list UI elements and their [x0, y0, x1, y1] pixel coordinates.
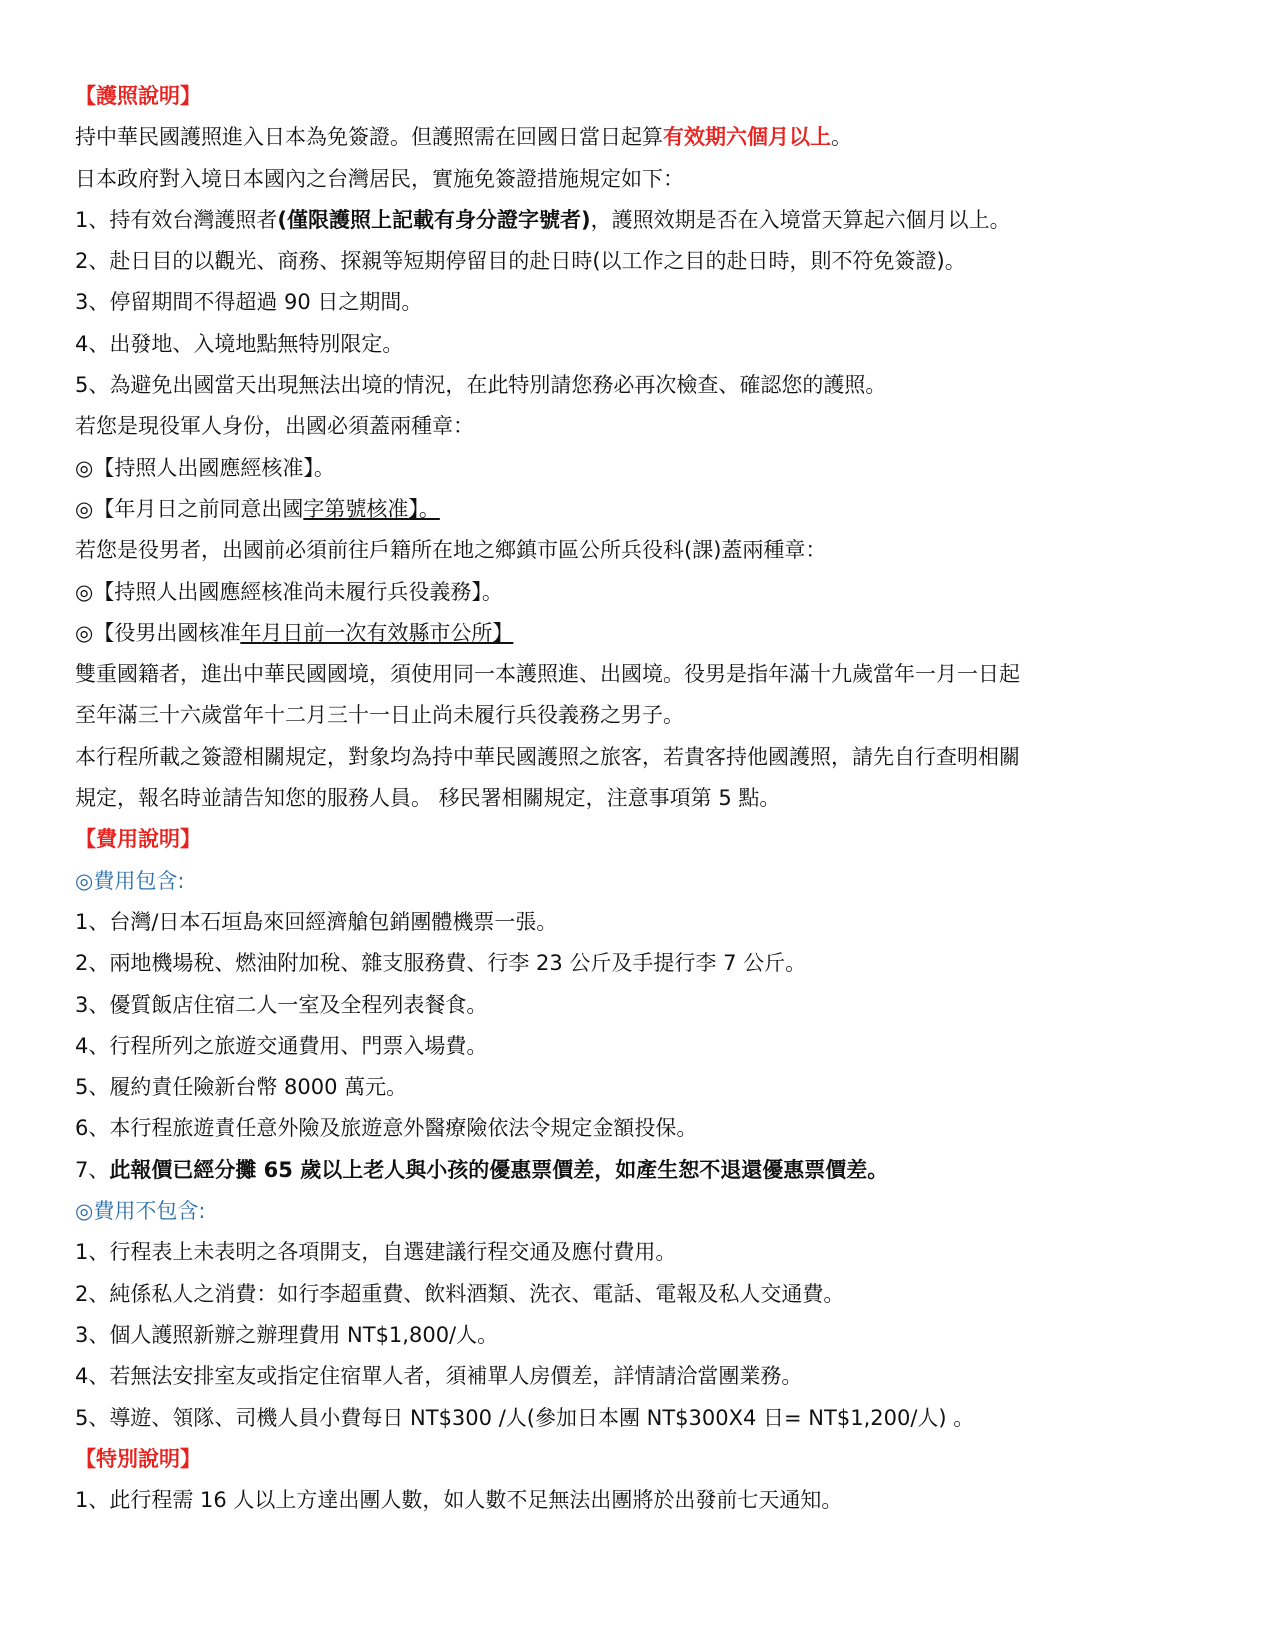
fees-excluded-item: 3、個人護照新辦之辦理費用 NT$1,800/人。 — [75, 1322, 499, 1347]
visa-rule-5: 5、為避免出國當天出現無法出境的情況，在此特別請您務必再次檢查、確認您的護照。 — [75, 373, 887, 398]
visa-rule-4: 4、出發地、入境地點無特別限定。 — [75, 331, 404, 356]
fees-excluded-item: 1、行程表上未表明之各項開支，自選建議行程交通及應付費用。 — [75, 1240, 677, 1265]
visa-rule-3: 3、停留期間不得超過 90 日之期間。 — [75, 290, 423, 315]
passport-validity-highlight: 有效期六個月以上 — [663, 125, 831, 150]
dual-nationality-line-2: 至年滿三十六歲當年十二月三十一日止尚未履行兵役義務之男子。 — [75, 703, 684, 728]
document-content — [75, 76, 1195, 1521]
passport-intro-end: 。 — [831, 125, 852, 150]
fees-heading: 【費用說明】 — [75, 827, 201, 852]
special-heading: 【特別說明】 — [75, 1446, 201, 1471]
special-item: 1、此行程需 16 人以上方達出團人數，如人數不足無法出團將於出發前七天通知。 — [75, 1488, 843, 1513]
military-stamp-2-c: 號核准】。 — [345, 496, 440, 521]
draftee-stamp-2-f: 市公所】 — [429, 620, 514, 645]
visa-note-line-1: 本行程所載之簽證相關規定，對象均為持中華民國護照之旅客，若貴客持他國護照，請先自行查明相關 — [75, 744, 1020, 769]
visa-policy-intro: 日本政府對入境日本國內之台灣居民，實施免簽證措施規定如下： — [75, 166, 684, 191]
draftee-stamp-2-b: 年 — [240, 620, 262, 645]
fees-included-item-7-bold: 此報價已經分攤 65 歲以上老人與小孩的優惠票價差，如產生恕不退還優惠票價差。 — [109, 1157, 889, 1182]
visa-rule-1 — [75, 200, 1195, 241]
fees-excluded-item: 2、純係私人之消費：如行李超重費、飲料酒類、洗衣、電話、電報及私人交通費。 — [75, 1281, 845, 1306]
fees-included-item: 2、兩地機場稅、燃油附加稅、雜支服務費、行李 23 公斤及手提行李 7 公斤。 — [75, 951, 807, 976]
fees-included-item: 3、優質飯店住宿二人一室及全程列表餐食。 — [75, 992, 488, 1017]
fees-included-item: 5、履約責任險新台幣 8000 萬元。 — [75, 1075, 408, 1100]
fees-excluded-label: ◎費用不包含: — [75, 1199, 206, 1224]
draftee-stamp-2-a: ◎【役男出國核准 — [75, 620, 241, 645]
fees-excluded-item: 4、若無法安排室友或指定住宿單人者，須補單人房價差，詳情請洽當團業務。 — [75, 1364, 803, 1389]
military-stamp-2-b: 字第 — [303, 496, 346, 521]
draftee-stamp-2-c: 月 — [261, 620, 283, 645]
fees-included-item: 6、本行程旅遊責任意外險及旅遊意外醫療險依法令規定金額投保。 — [75, 1116, 698, 1141]
passport-intro — [75, 117, 1195, 158]
draftee-stamp-2-d: 日前一次有效 — [282, 620, 409, 645]
military-intro: 若您是現役軍人身份，出國必須蓋兩種章： — [75, 414, 474, 439]
visa-note-line-2: 規定，報名時並請告知您的服務人員。 移民署相關規定，注意事項第 5 點。 — [75, 786, 781, 811]
fees-included-label: ◎費用包含: — [75, 868, 185, 893]
visa-rule-2: 2、赴日目的以觀光、商務、探親等短期停留目的赴日時(以工作之目的赴日時，則不符免簽證)。 — [75, 249, 966, 274]
fees-included-item: 1、台灣/日本石垣島來回經濟艙包銷團體機票一張。 — [75, 909, 558, 934]
military-stamp-1: ◎【持照人出國應經核准】。 — [75, 455, 335, 480]
draftee-intro: 若您是役男者，出國前必須前往戶籍所在地之鄉鎮市區公所兵役科(課)蓋兩種章： — [75, 538, 827, 563]
fees-included-item-7-number: 7、 — [75, 1157, 110, 1182]
visa-rule-1-text: 1、持有效台灣護照者 — [75, 207, 278, 232]
draftee-stamp-1: ◎【持照人出國應經核准尚未履行兵役義務】。 — [75, 579, 503, 604]
draftee-stamp-2-e: 縣 — [408, 620, 430, 645]
passport-intro-text: 持中華民國護照進入日本為免簽證。但護照需在回國日當日起算 — [75, 125, 663, 150]
visa-rule-1-bold: (僅限護照上記載有身分證字號者) — [277, 207, 591, 232]
draftee-stamp-2 — [75, 613, 1195, 654]
military-stamp-2-a: ◎【年月日之前同意出國 — [75, 496, 304, 521]
passport-heading: 【護照說明】 — [75, 84, 201, 108]
military-stamp-2 — [75, 489, 1195, 530]
fees-included-item: 4、行程所列之旅遊交通費用、門票入場費。 — [75, 1033, 488, 1058]
visa-rule-1-end: ，護照效期是否在入境當天算起六個月以上。 — [590, 207, 1011, 232]
fees-excluded-item: 5、導遊、領隊、司機人員小費每日 NT$300 /人(參加日本團 NT$300X4 日= NT$1,200/人) 。 — [75, 1405, 975, 1430]
dual-nationality-line-1: 雙重國籍者，進出中華民國國境，須使用同一本護照進、出國境。役男是指年滿十九歲當年一月一日起 — [75, 662, 1020, 687]
fees-included-item-7 — [75, 1150, 1195, 1191]
